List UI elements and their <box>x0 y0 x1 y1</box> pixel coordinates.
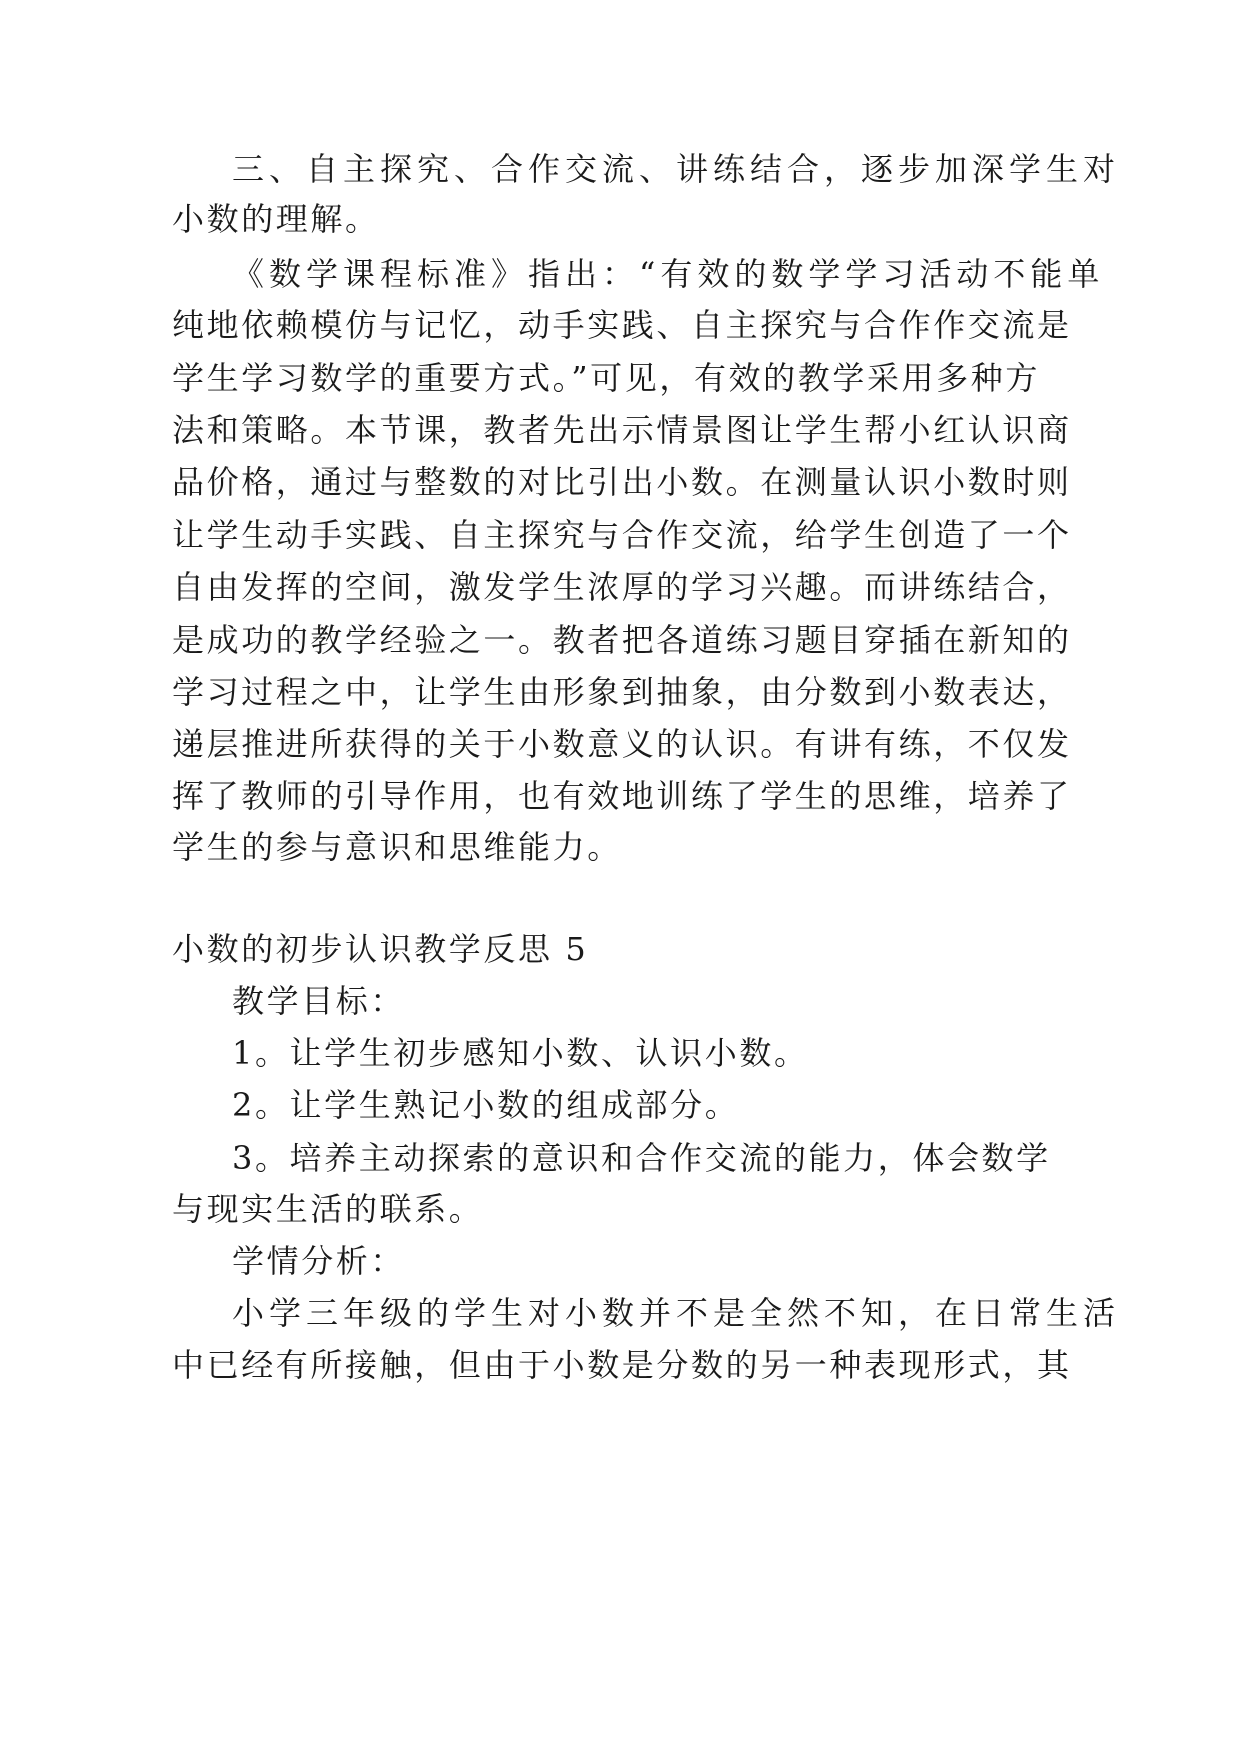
paragraph-line: 自由发挥的空间，激发学生浓厚的学习兴趣。而讲练结合， <box>172 568 1072 606</box>
article-title: 小数的初步认识教学反思 5 <box>172 930 589 968</box>
paragraph-line: 纯地依赖模仿与记忆，动手实践、自主探究与合作作交流是 <box>172 306 1072 344</box>
paragraph-line: 法和策略。本节课，教者先出示情景图让学生帮小红认识商 <box>172 411 1072 449</box>
goal-item: 3。培养主动探索的意识和合作交流的能力，体会数学 <box>232 1139 1051 1177</box>
paragraph-line: 学生学习数学的重要方式。”可见，有效的教学采用多种方 <box>172 359 1040 397</box>
goals-heading: 教学目标： <box>232 982 406 1020</box>
analysis-heading: 学情分析： <box>232 1242 406 1280</box>
paragraph-line: 《数学课程标准》指出：“有效的数学学习活动不能单 <box>232 255 1105 293</box>
goal-item: 与现实生活的联系。 <box>172 1190 484 1228</box>
paragraph-line: 品价格，通过与整数的对比引出小数。在测量认识小数时则 <box>172 463 1072 501</box>
goal-item: 1。让学生初步感知小数、认识小数。 <box>232 1034 809 1072</box>
goal-item: 2。让学生熟记小数的组成部分。 <box>232 1086 740 1124</box>
paragraph-line: 挥了教师的引导作用，也有效地训练了学生的思维，培养了 <box>172 777 1072 815</box>
paragraph-line: 让学生动手实践、自主探究与合作交流，给学生创造了一个 <box>172 516 1072 554</box>
paragraph-line: 学生的参与意识和思维能力。 <box>172 828 622 866</box>
paragraph-line: 学习过程之中，让学生由形象到抽象，由分数到小数表达， <box>172 673 1072 711</box>
paragraph-line: 是成功的教学经验之一。教者把各道练习题目穿插在新知的 <box>172 621 1072 659</box>
section-heading-line: 小数的理解。 <box>172 200 380 238</box>
analysis-line: 小学三年级的学生对小数并不是全然不知，在日常生活 <box>232 1294 1121 1332</box>
section-heading-line: 三、自主探究、合作交流、讲练结合，逐步加深学生对 <box>232 150 1121 188</box>
paragraph-line: 递层推进所获得的关于小数意义的认识。有讲有练，不仅发 <box>172 725 1072 763</box>
analysis-line: 中已经有所接触，但由于小数是分数的另一种表现形式，其 <box>172 1346 1072 1384</box>
